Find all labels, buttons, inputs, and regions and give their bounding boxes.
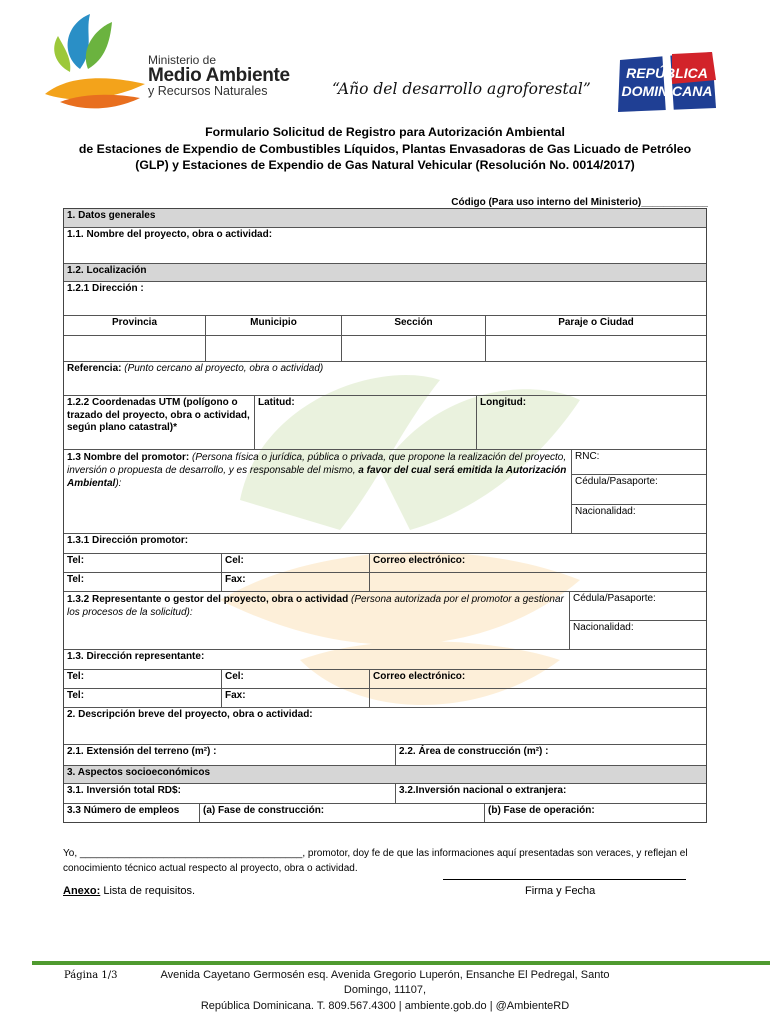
section-3-header	[64, 765, 706, 783]
direccion-representante-row[interactable]	[64, 649, 706, 669]
municipio-label: Municipio	[205, 316, 341, 335]
municipio-input[interactable]	[205, 336, 341, 361]
project-name-row[interactable]	[64, 227, 706, 263]
direccion-representante-field[interactable]: 1.3. Dirección representante:	[67, 651, 205, 662]
title-line-3: (GLP) y Estaciones de Expendio de Gas Natural Vehicular (Resolución No. 0014/2017)	[135, 158, 635, 173]
title-line-1: Formulario Solicitud de Registro para Autorización Ambiental	[205, 125, 565, 139]
representante-fax[interactable]: Fax:	[221, 689, 369, 707]
seccion-label: Sección	[341, 316, 485, 335]
logo-text-2: DOMINICANA	[621, 83, 713, 99]
footer-divider	[32, 961, 770, 965]
footer-address	[140, 968, 630, 1014]
direccion-row[interactable]	[64, 281, 706, 315]
direccion-promotor-row[interactable]	[64, 533, 706, 553]
promotor-emphasis: a favor del cual será emitida la Autorización Ambiental	[67, 465, 567, 489]
representante-hint: (Persona autorizada por el promotor a gestionar los procesos de la solicitud):	[67, 594, 564, 618]
nacionalidad-promotor-field[interactable]: Nacionalidad:	[572, 504, 706, 532]
section-1-header	[64, 209, 706, 227]
representante-cel[interactable]: Cel:	[221, 670, 369, 688]
location-columns-header	[64, 315, 706, 335]
inversion-total-field[interactable]: 3.1. Inversión total RD$:	[67, 785, 181, 796]
referencia-hint: (Punto cercano al proyecto, obra o actividad)	[124, 363, 324, 374]
logo-text-1: REPÚBLICA	[626, 65, 708, 81]
descripcion-field[interactable]: 2. Descripción breve del proyecto, obra o actividad:	[67, 709, 313, 720]
promotor-end: ):	[115, 478, 122, 489]
nacionalidad-representante-field[interactable]: Nacionalidad:	[570, 620, 706, 648]
utm-label: 1.2.2 Coordenadas UTM (polígono o trazado del proyecto, obra o actividad, según plano catastral)*	[67, 397, 250, 433]
utm-row	[64, 395, 706, 449]
anexo-label: Anexo:	[63, 885, 101, 897]
representante-tel-2[interactable]: Tel:	[67, 690, 85, 701]
declaration-text: Yo, ________________________________________, promotor, doy fe de que las informaciones aquí presentadas son veraces, y reflejan el conocimiento técnico actual respecto al proyecto, obra o actividad.	[63, 848, 688, 874]
ministry-line-1: Ministerio de	[148, 53, 217, 67]
socioeconomicos-title: 3. Aspectos socioeconómicos	[67, 767, 211, 778]
empleos-row	[64, 803, 706, 822]
representante-tel-1[interactable]: Tel:	[67, 671, 85, 682]
provincia-input[interactable]	[64, 336, 205, 361]
ministry-line-2: Medio Ambiente	[148, 65, 290, 86]
promotor-contact-row-1	[64, 553, 706, 572]
paraje-input[interactable]	[485, 336, 706, 361]
provincia-label: Provincia	[111, 317, 158, 328]
promotor-tel-2[interactable]: Tel:	[67, 574, 85, 585]
internal-code-field: Código (Para uso interno del Ministerio)____________	[451, 197, 708, 208]
cedula-representante-field[interactable]: Cédula/Pasaporte:	[573, 593, 656, 604]
fase-construccion-field[interactable]: (a) Fase de construcción:	[199, 804, 484, 822]
representante-field[interactable]	[64, 592, 569, 649]
representante-label: 1.3.2 Representante o gestor del proyecto, obra o actividad	[67, 594, 349, 605]
latitud-field[interactable]: Latitud:	[254, 396, 476, 449]
cedula-promotor-field[interactable]: Cédula/Pasaporte:	[572, 474, 706, 504]
referencia-label: Referencia:	[67, 363, 122, 374]
promotor-fax[interactable]: Fax:	[221, 573, 369, 591]
promotor-id-column	[571, 450, 706, 533]
inversion-origen-field[interactable]: 3.2.Inversión nacional o extranjera:	[395, 784, 706, 803]
longitud-field[interactable]: Longitud:	[476, 396, 706, 449]
footer-address-line-1: Avenida Cayetano Germosén esq. Avenida Gregorio Luperón, Ensanche El Pedregal, Santo Domingo, 11107,	[160, 969, 610, 997]
representante-id-column	[569, 592, 706, 649]
slogan: “Año del desarrollo agroforestal”	[332, 80, 591, 98]
location-values-row[interactable]	[64, 335, 706, 361]
footer-address-line-2: República Dominicana. T. 809.567.4300 | ambiente.gob.do | @AmbienteRD	[200, 999, 570, 1012]
promotor-cel[interactable]: Cel:	[221, 554, 369, 572]
promotor-hint: (Persona física o jurídica, pública o privada, que propone la realización del proyecto, inversión o propuesta de desarrollo, y es responsable del mismo,	[67, 452, 567, 476]
section-1-title: 1. Datos generales	[67, 210, 156, 221]
representante-contact-row-1	[64, 669, 706, 688]
ministry-name	[148, 54, 290, 98]
anexo-text: Lista de requisitos.	[100, 885, 196, 897]
title-line-2: de Estaciones de Expendio de Combustibles Líquidos, Plantas Envasadoras de Gas Licuado de Petróleo	[78, 141, 692, 156]
form-title	[40, 124, 730, 174]
fase-operacion-field[interactable]: (b) Fase de operación:	[484, 804, 706, 822]
ministry-logo-icon	[40, 14, 150, 114]
paraje-label: Paraje o Ciudad	[485, 316, 706, 335]
direccion-promotor-field[interactable]: 1.3.1 Dirección promotor:	[67, 535, 189, 546]
referencia-field[interactable]	[64, 362, 706, 395]
promotor-contact-empty	[369, 573, 706, 591]
area-construccion-field[interactable]: 2.2. Área de construcción (m²) :	[395, 745, 706, 765]
promotor-email[interactable]: Correo electrónico:	[369, 554, 706, 572]
promotor-name-field[interactable]	[64, 450, 571, 533]
ministry-line-3: y Recursos Naturales	[148, 84, 268, 98]
anexo	[63, 885, 195, 897]
representante-contact-empty	[369, 689, 706, 707]
promotor-tel-1[interactable]: Tel:	[67, 555, 85, 566]
extension-terreno-field[interactable]: 2.1. Extensión del terreno (m²) :	[67, 746, 217, 757]
empleos-label: 3.3 Número de empleos	[67, 805, 180, 816]
seccion-input[interactable]	[341, 336, 485, 361]
page-number: Página 1/3	[64, 970, 118, 981]
localizacion-title: 1.2. Localización	[67, 265, 147, 276]
terreno-row	[64, 744, 706, 765]
page-header	[0, 0, 770, 120]
representante-contact-row-2	[64, 688, 706, 707]
promotor-label: 1.3 Nombre del promotor:	[67, 452, 190, 463]
direccion-field[interactable]: 1.2.1 Dirección :	[67, 283, 144, 294]
section-1-2-header	[64, 263, 706, 281]
representante-row	[64, 591, 706, 649]
registration-form-table	[63, 208, 707, 823]
descripcion-row[interactable]	[64, 707, 706, 744]
referencia-row[interactable]	[64, 361, 706, 395]
rnc-field[interactable]: RNC:	[575, 451, 600, 462]
firma-label: Firma y Fecha	[525, 885, 596, 897]
republica-dominicana-logo-icon	[612, 50, 722, 114]
inversion-row	[64, 783, 706, 803]
signature-line[interactable]	[443, 879, 686, 880]
project-name-field[interactable]: 1.1. Nombre del proyecto, obra o actividad:	[67, 229, 273, 240]
promotor-row	[64, 449, 706, 533]
promotor-contact-row-2	[64, 572, 706, 591]
representante-email[interactable]: Correo electrónico:	[369, 670, 706, 688]
